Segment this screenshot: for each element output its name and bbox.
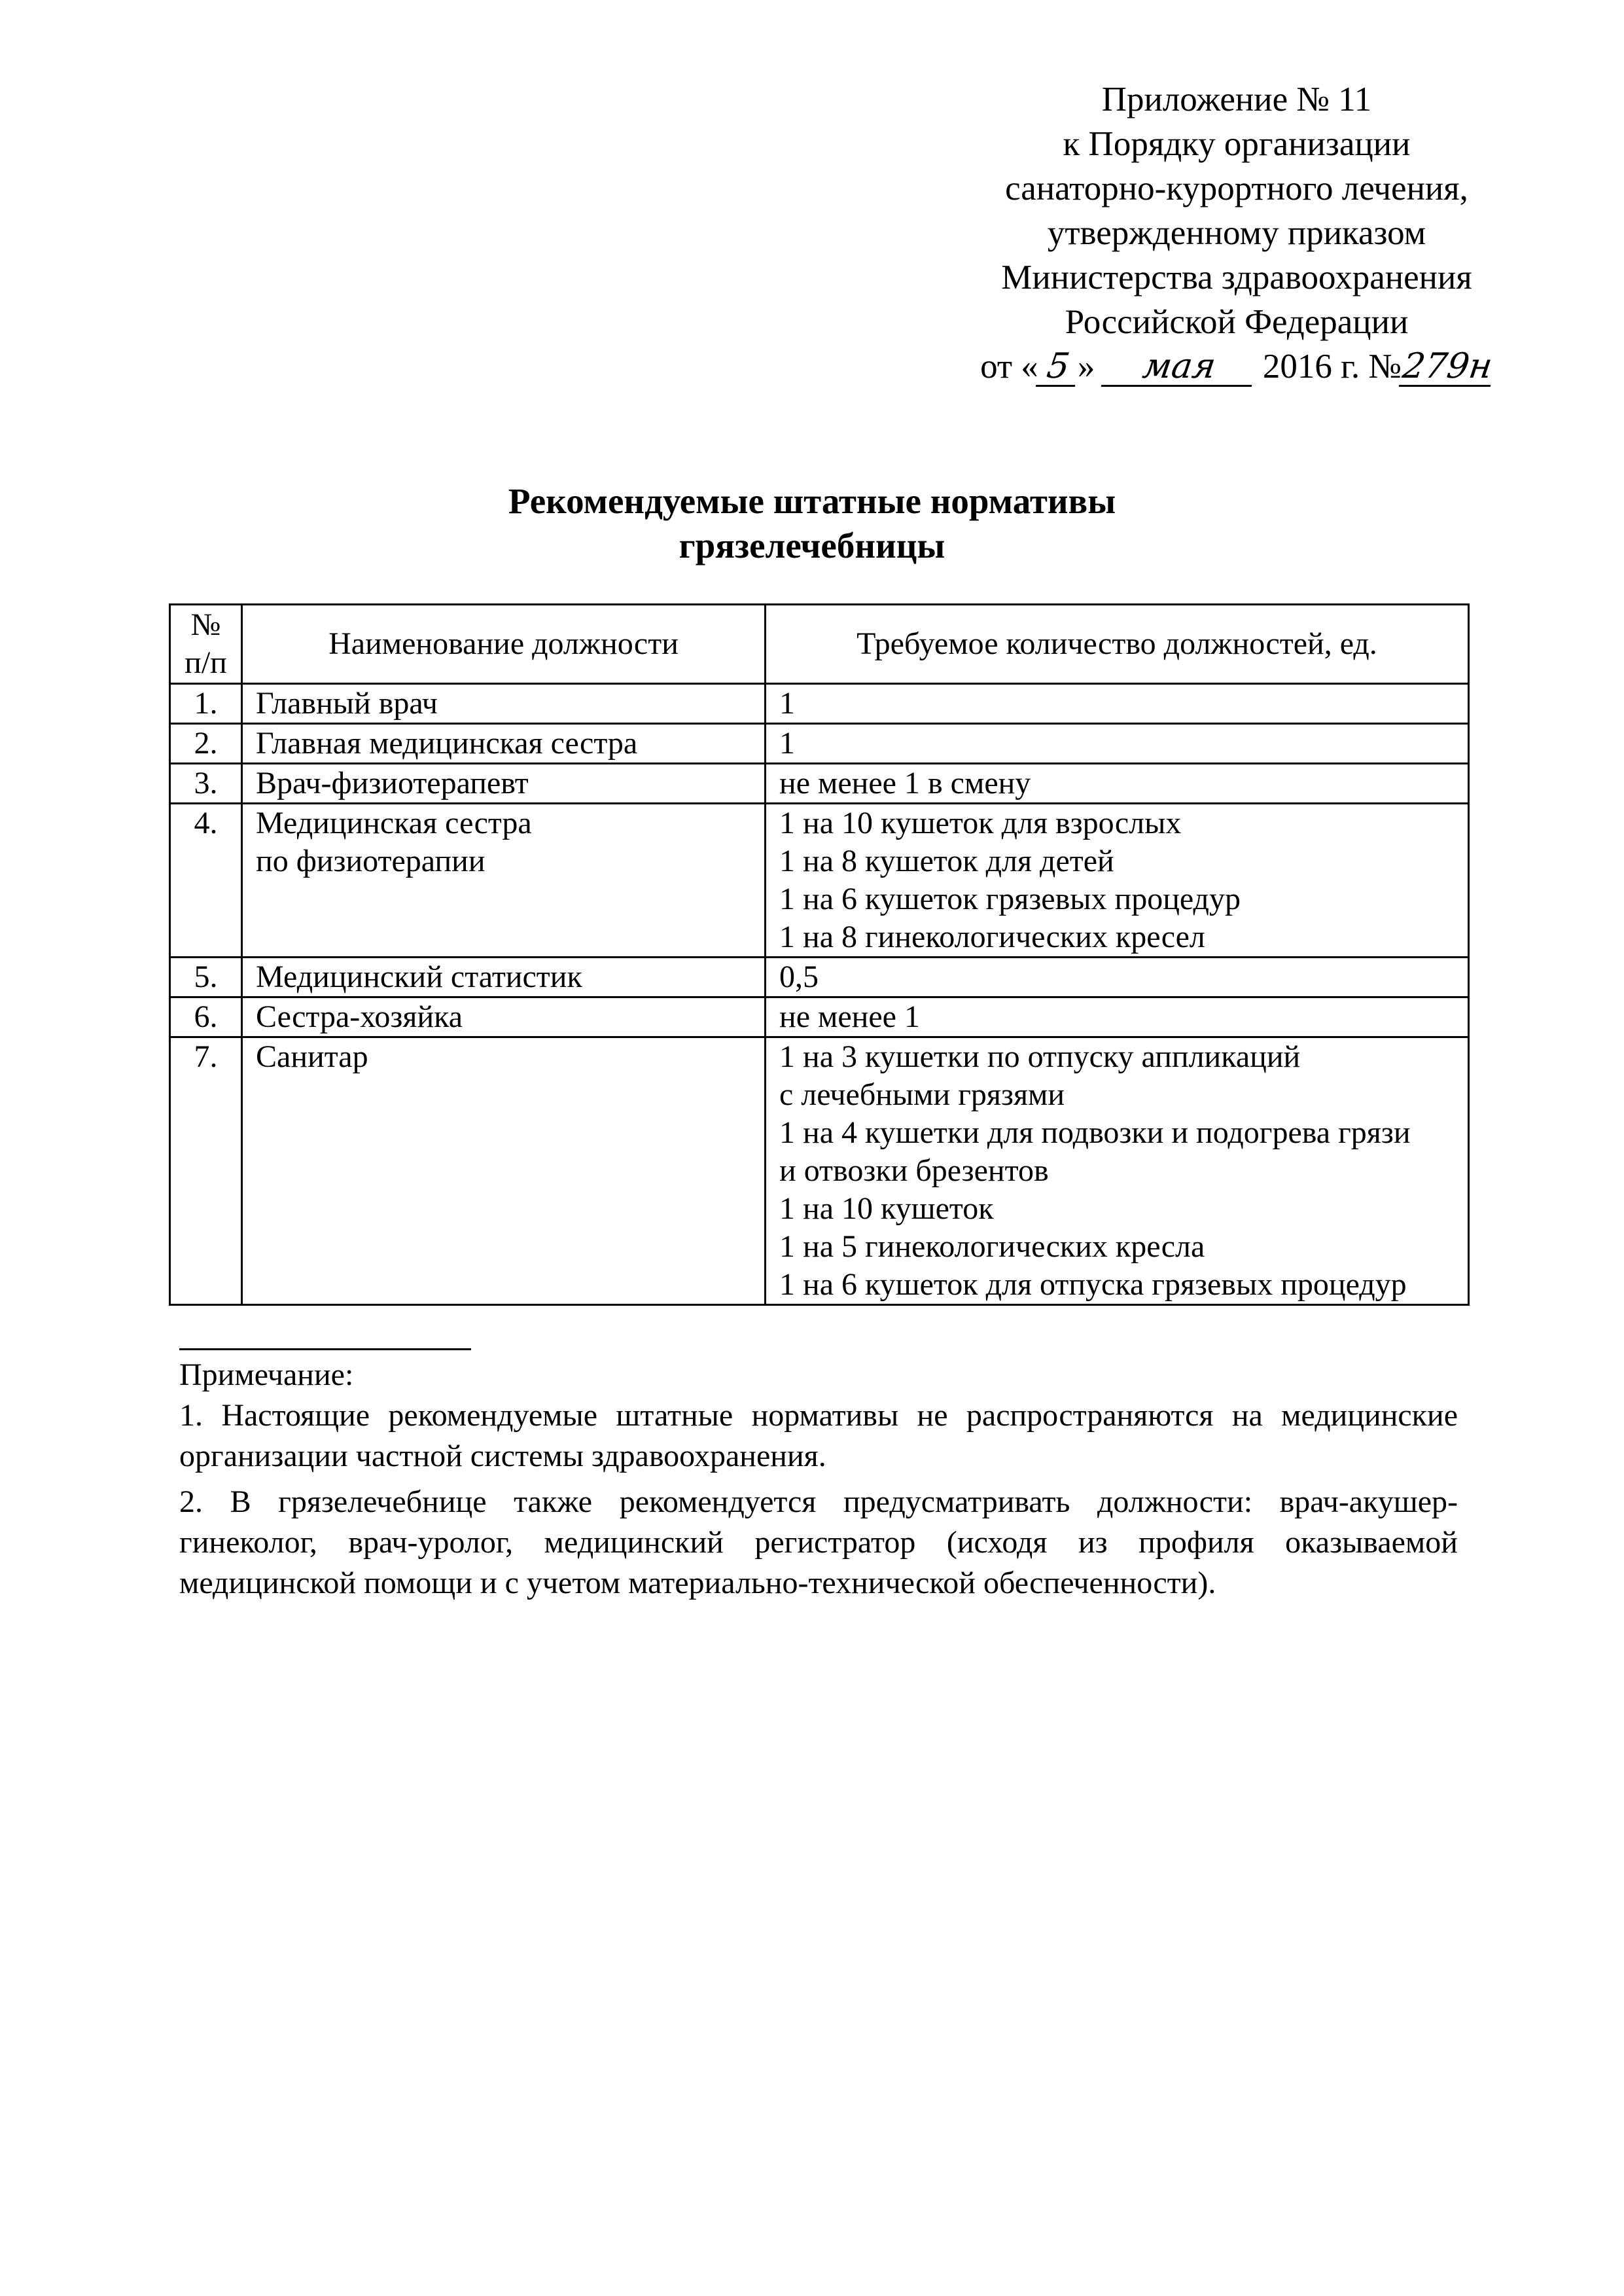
note-item: 2. В грязелечебнице также рекомендуется предусматривать должности: врач-акушер-гинеколог, врач-уролог, медицинский регистратор (исходя из профиля оказываемой медицинской помощи и с учетом материально-технической обеспеченности). xyxy=(179,1484,1458,1600)
position-quantity xyxy=(766,997,1469,1037)
position-quantity xyxy=(766,684,1469,724)
position-line: Сестра-хозяйка xyxy=(256,999,463,1034)
table-row xyxy=(170,764,1469,804)
quantity-line: 1 xyxy=(779,686,795,721)
position-name xyxy=(242,804,766,958)
quantity-line: с лечебными грязями xyxy=(779,1077,1065,1112)
quantity-line: 1 на 10 кушеток для взрослых xyxy=(779,806,1182,840)
quantity-line: и отвозки брезентов xyxy=(779,1153,1049,1188)
notes-section xyxy=(179,1355,1458,1609)
table-row xyxy=(170,724,1469,764)
handwritten-order-number: 279н xyxy=(1399,348,1496,387)
appendix-line: утвержденному приказом xyxy=(1047,214,1426,252)
quantity-line: 1 на 8 гинекологических кресел xyxy=(779,920,1205,954)
position-line: по физиотерапии xyxy=(256,844,485,878)
document-title xyxy=(0,479,1624,568)
position-line: Врач-физиотерапевт xyxy=(256,766,529,800)
row-number: 6. xyxy=(170,997,242,1037)
position-name xyxy=(242,684,766,724)
position-line: Главный врач xyxy=(256,686,438,721)
quantity-line: 1 xyxy=(779,726,795,761)
position-quantity xyxy=(766,804,1469,958)
notes-heading: Примечание: xyxy=(179,1357,354,1392)
appendix-line: санаторно-курортного лечения, xyxy=(1005,170,1468,207)
position-line: Медицинский статистик xyxy=(256,960,582,994)
position-name xyxy=(242,958,766,997)
handwritten-month: мая xyxy=(1101,348,1256,387)
table-row xyxy=(170,997,1469,1037)
position-line: Санитар xyxy=(256,1039,368,1074)
quantity-line: не менее 1 xyxy=(779,999,920,1034)
row-number: 4. xyxy=(170,804,242,958)
position-name xyxy=(242,997,766,1037)
appendix-line: Российской Федерации xyxy=(1065,303,1409,341)
appendix-line: Министерства здравоохранения xyxy=(1001,259,1472,296)
header-position: Наименование должности xyxy=(242,605,766,684)
position-name xyxy=(242,764,766,804)
quantity-line: 1 на 6 кушеток для отпуска грязевых процедур xyxy=(779,1267,1407,1302)
title-line-1: Рекомендуемые штатные нормативы xyxy=(508,481,1116,521)
note-item: 1. Настоящие рекомендуемые штатные нормативы не распространяются на медицинские организации частной системы здравоохранения. xyxy=(179,1398,1458,1473)
quantity-line: 1 на 8 кушеток для детей xyxy=(779,844,1114,878)
row-number: 7. xyxy=(170,1037,242,1305)
appendix-line: Приложение № 11 xyxy=(1101,81,1372,118)
row-number: 2. xyxy=(170,724,242,764)
position-quantity xyxy=(766,724,1469,764)
appendix-header xyxy=(903,77,1570,389)
quantity-line: 1 на 3 кушетки по отпуску аппликаций xyxy=(779,1039,1301,1074)
quantity-line: 0,5 xyxy=(779,960,819,994)
title-line-2: грязелечебницы xyxy=(679,526,945,565)
quantity-line: 1 на 5 гинекологических кресла xyxy=(779,1229,1205,1264)
table-row xyxy=(170,1037,1469,1305)
staffing-table xyxy=(169,603,1470,1306)
quantity-line: 1 на 6 кушеток грязевых процедур xyxy=(779,882,1241,916)
handwritten-day: 5 xyxy=(1036,348,1080,387)
position-name xyxy=(242,1037,766,1305)
table-row xyxy=(170,684,1469,724)
date-mid: » xyxy=(1077,348,1095,386)
row-number: 3. xyxy=(170,764,242,804)
footnote-divider xyxy=(179,1348,471,1350)
position-line: Главная медицинская сестра xyxy=(256,726,638,761)
position-name xyxy=(242,724,766,764)
quantity-line: 1 на 10 кушеток xyxy=(779,1191,994,1226)
position-quantity xyxy=(766,958,1469,997)
order-date-line xyxy=(903,344,1570,389)
row-number: 1. xyxy=(170,684,242,724)
row-number: 5. xyxy=(170,958,242,997)
position-quantity xyxy=(766,764,1469,804)
appendix-line: к Порядку организации xyxy=(1063,125,1411,163)
year-text: 2016 г. № xyxy=(1262,348,1402,386)
position-quantity xyxy=(766,1037,1469,1305)
position-line: Медицинская сестра xyxy=(256,806,532,840)
table-row xyxy=(170,804,1469,958)
quantity-line: не менее 1 в смену xyxy=(779,766,1031,800)
header-quantity: Требуемое количество должностей, ед. xyxy=(766,605,1469,684)
date-prefix: от « xyxy=(980,348,1038,386)
quantity-line: 1 на 4 кушетки для подвозки и подогрева грязи xyxy=(779,1115,1411,1150)
table-row xyxy=(170,958,1469,997)
table-header-row xyxy=(170,605,1469,684)
header-number: № п/п xyxy=(170,605,242,684)
